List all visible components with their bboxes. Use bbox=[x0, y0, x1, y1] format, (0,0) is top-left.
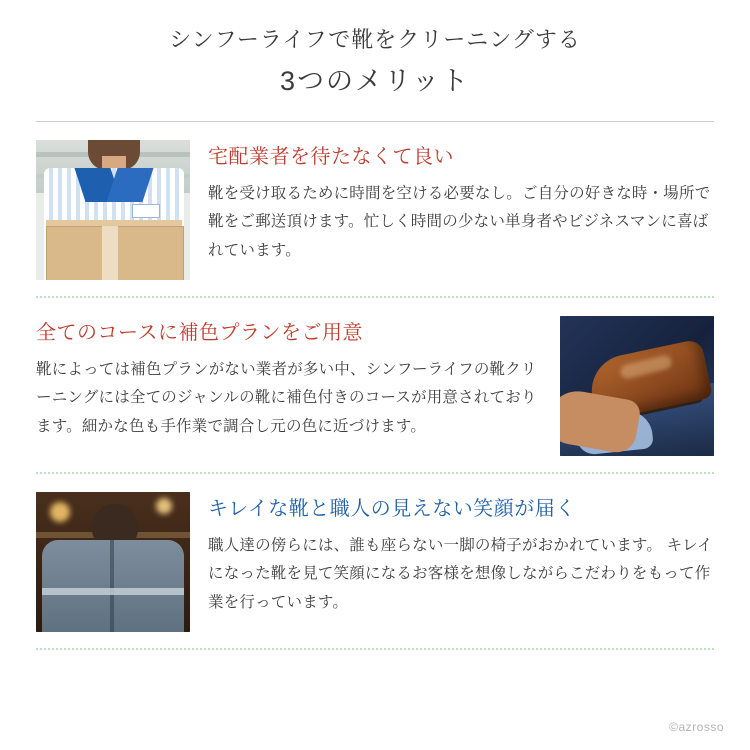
benefit-item-1 bbox=[36, 122, 714, 296]
watermark-credit: ©azrosso bbox=[669, 720, 724, 734]
benefit-text-1: 靴を受け取るために時間を空ける必要なし。ご自分の好きな時・場所で靴をご郵送頂けます。忙しく時間の少ない単身者やビジネスマンに喜ばれています。 bbox=[208, 184, 711, 260]
benefit-image-recolor bbox=[560, 316, 714, 456]
benefit-text-3: 職人達の傍らには、誰も座らない一脚の椅子がおかれています。 キレイになった靴を見て笑顔になるお客様を想像しながらこだわりをもって作業を行っています。 bbox=[208, 536, 713, 612]
benefit-item-2 bbox=[36, 298, 714, 472]
benefit-image-craftsman bbox=[36, 492, 190, 632]
benefit-image-delivery bbox=[36, 140, 190, 280]
benefit-text-2: 靴によっては補色プランがない業者が多い中、シンフーライフの靴クリーニングには全てのジャンルの靴に補色付きのコースが用意されております。細かな色も手作業で調合し元の色に近づけます。 bbox=[36, 360, 537, 436]
page-title: 3つのメリット bbox=[280, 65, 470, 96]
benefits-list bbox=[0, 122, 750, 650]
header bbox=[0, 0, 750, 122]
benefit-title-1: 宅配業者を待たなくて良い bbox=[208, 145, 454, 168]
benefit-item-3 bbox=[36, 474, 714, 648]
benefit-title-2: 全てのコースに補色プランをご用意 bbox=[36, 321, 363, 344]
header-subtitle: シンフーライフで靴をクリーニングする bbox=[169, 27, 581, 52]
benefit-title-3: キレイな靴と職人の見えない笑顔が届く bbox=[208, 497, 576, 520]
section-divider-3 bbox=[36, 648, 714, 650]
